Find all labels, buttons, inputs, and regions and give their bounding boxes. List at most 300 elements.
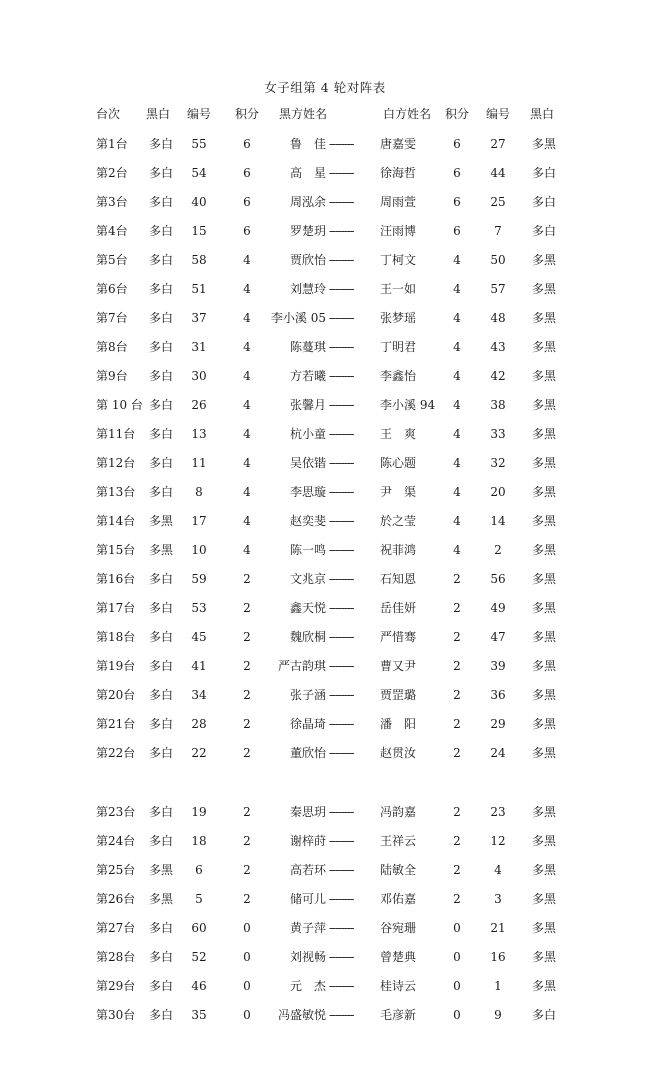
white-color-pref: 多黑 [532,311,557,325]
table-row [0,453,650,473]
white-player-name: 於之莹 [380,514,417,528]
white-score: 4 [453,456,461,470]
black-number: 35 [191,1008,207,1022]
white-number: 2 [494,543,502,557]
table-number: 第13台 [96,485,136,499]
black-color-pref: 多白 [149,688,174,702]
black-number: 51 [191,282,207,296]
white-player-name: 赵贯汝 [380,746,417,760]
header-white: 白方姓名 [382,107,431,121]
white-number: 20 [490,485,506,499]
white-score: 2 [453,717,461,731]
black-score: 2 [243,717,251,731]
white-player-name: 丁明君 [380,340,417,354]
white-number: 29 [490,717,506,731]
black-score: 0 [243,1008,251,1022]
table-header [0,104,650,124]
header-num2: 编号 [485,107,510,121]
black-number: 58 [191,253,207,267]
table-row [0,395,650,415]
white-score: 4 [453,253,461,267]
black-number: 30 [191,369,207,383]
black-color-pref: 多白 [149,717,174,731]
black-player-name: 魏欣桐 [289,630,326,644]
black-player-name: 徐晶琦 [289,717,326,731]
black-player-name: 刘视畅 [289,950,326,964]
versus-dashes: -------- [329,195,354,209]
table-number: 第30台 [96,1008,136,1022]
versus-dashes: -------- [329,834,354,848]
black-score: 2 [243,746,251,760]
black-color-pref: 多白 [149,601,174,615]
black-player-name: 谢梓莳 [289,834,326,848]
header-num1: 编号 [186,107,211,121]
white-number: 48 [490,311,506,325]
table-number: 第 10 台 [96,398,143,412]
table-number: 第8台 [96,340,128,354]
black-score: 2 [243,630,251,644]
white-score: 6 [453,195,461,209]
versus-dashes: -------- [329,398,354,412]
black-player-name: 秦思玥 [289,805,326,819]
black-color-pref: 多白 [149,137,174,151]
black-number: 41 [191,659,207,673]
white-score: 2 [453,746,461,760]
table-row [0,947,650,967]
versus-dashes: -------- [329,311,354,325]
versus-dashes: -------- [329,659,354,673]
black-player-name: 刘慧玲 [289,282,326,296]
black-color-pref: 多白 [149,166,174,180]
white-score: 0 [453,979,461,993]
white-number: 3 [494,892,502,906]
table-row [0,1005,650,1025]
white-score: 2 [453,601,461,615]
white-player-name: 谷宛珊 [380,921,417,935]
black-player-name: 文兆京 [289,572,326,586]
header-color2: 黑白 [530,107,555,121]
header-color1: 黑白 [146,107,171,121]
black-color-pref: 多黑 [149,863,174,877]
black-number: 10 [191,543,207,557]
black-player-name: 严古韵琪 [277,659,326,673]
black-number: 8 [195,485,203,499]
black-score: 4 [243,543,251,557]
white-player-name: 徐海哲 [380,166,417,180]
table-number: 第26台 [96,892,136,906]
black-player-name: 吴依锴 [289,456,326,470]
white-player-name: 石知恩 [380,572,417,586]
black-player-name: 元 杰 [289,979,326,993]
white-color-pref: 多黑 [532,979,557,993]
white-player-name: 尹 渠 [380,485,417,499]
table-number: 第25台 [96,863,136,877]
white-color-pref: 多黑 [532,659,557,673]
table-number: 第18台 [96,630,136,644]
black-color-pref: 多白 [149,834,174,848]
black-number: 37 [191,311,207,325]
black-score: 2 [243,834,251,848]
white-number: 23 [490,805,506,819]
black-color-pref: 多白 [149,427,174,441]
black-number: 15 [191,224,207,238]
versus-dashes: -------- [329,746,354,760]
versus-dashes: -------- [329,282,354,296]
white-player-name: 王祥云 [380,834,417,848]
white-player-name: 陈心题 [380,456,417,470]
versus-dashes: -------- [329,137,354,151]
versus-dashes: -------- [329,630,354,644]
white-number: 21 [490,921,506,935]
white-color-pref: 多黑 [532,398,557,412]
white-score: 2 [453,572,461,586]
table-number: 第24台 [96,834,136,848]
white-color-pref: 多白 [532,195,557,209]
white-color-pref: 多黑 [532,137,557,151]
white-score: 6 [453,137,461,151]
table-row [0,598,650,618]
table-number: 第17台 [96,601,136,615]
table-row [0,424,650,444]
white-number: 4 [494,863,502,877]
black-color-pref: 多白 [149,979,174,993]
white-color-pref: 多黑 [532,543,557,557]
black-player-name: 冯盛敏悦 [277,1008,326,1022]
white-number: 16 [490,950,506,964]
white-color-pref: 多黑 [532,805,557,819]
white-score: 6 [453,166,461,180]
white-color-pref: 多白 [532,224,557,238]
versus-dashes: -------- [329,369,354,383]
black-score: 4 [243,427,251,441]
black-player-name: 张子涵 [289,688,326,702]
black-number: 11 [191,456,207,470]
white-number: 14 [490,514,506,528]
table-row [0,221,650,241]
white-score: 4 [453,543,461,557]
white-player-name: 丁柯文 [380,253,417,267]
white-number: 49 [490,601,506,615]
header-score1: 积分 [234,107,259,121]
white-player-name: 祝菲鸿 [380,543,417,557]
table-row [0,511,650,531]
white-score: 2 [453,863,461,877]
versus-dashes: -------- [329,805,354,819]
black-score: 6 [243,195,251,209]
table-number: 第22台 [96,746,136,760]
white-score: 4 [453,369,461,383]
white-color-pref: 多黑 [532,746,557,760]
black-player-name: 高若环 [289,863,326,877]
white-color-pref: 多黑 [532,863,557,877]
white-player-name: 周雨萱 [380,195,417,209]
table-row [0,337,650,357]
black-score: 2 [243,863,251,877]
black-score: 4 [243,514,251,528]
white-color-pref: 多黑 [532,340,557,354]
white-color-pref: 多黑 [532,601,557,615]
black-player-name: 赵奕斐 [289,514,326,528]
black-player-name: 李思璇 [289,485,326,499]
table-number: 第5台 [96,253,128,267]
black-score: 4 [243,398,251,412]
white-number: 32 [490,456,506,470]
black-color-pref: 多白 [149,572,174,586]
white-color-pref: 多白 [532,1008,557,1022]
header-black: 黑方姓名 [278,107,327,121]
black-number: 26 [191,398,207,412]
white-score: 0 [453,921,461,935]
table-number: 第6台 [96,282,128,296]
black-player-name: 陈一鸣 [289,543,326,557]
white-score: 4 [453,398,461,412]
white-number: 44 [490,166,506,180]
table-number: 第15台 [96,543,136,557]
table-number: 第2台 [96,166,128,180]
black-color-pref: 多黑 [149,892,174,906]
table-number: 第29台 [96,979,136,993]
black-player-name: 董欣怡 [289,746,326,760]
white-number: 1 [494,979,502,993]
table-row [0,802,650,822]
black-number: 54 [191,166,207,180]
table-row [0,540,650,560]
table-number: 第9台 [96,369,128,383]
black-number: 46 [191,979,207,993]
table-row [0,656,650,676]
black-color-pref: 多白 [149,921,174,935]
black-color-pref: 多白 [149,195,174,209]
table-row [0,134,650,154]
black-score: 4 [243,485,251,499]
white-player-name: 冯韵嘉 [380,805,417,819]
black-color-pref: 多黑 [149,543,174,557]
black-player-name: 杭小童 [289,427,326,441]
black-color-pref: 多白 [149,805,174,819]
black-score: 2 [243,601,251,615]
versus-dashes: -------- [329,892,354,906]
black-color-pref: 多白 [149,950,174,964]
black-player-name: 陈蔓琪 [289,340,326,354]
black-player-name: 鲁 佳 [289,137,326,151]
black-player-name: 高 星 [289,166,326,180]
black-number: 40 [191,195,207,209]
white-color-pref: 多黑 [532,282,557,296]
versus-dashes: -------- [329,863,354,877]
black-color-pref: 多白 [149,398,174,412]
black-color-pref: 多白 [149,369,174,383]
table-row [0,743,650,763]
white-score: 2 [453,892,461,906]
white-score: 2 [453,834,461,848]
white-color-pref: 多黑 [532,572,557,586]
table-row [0,308,650,328]
white-color-pref: 多黑 [532,950,557,964]
white-number: 50 [490,253,506,267]
versus-dashes: -------- [329,224,354,238]
black-score: 2 [243,659,251,673]
table-number: 第4台 [96,224,128,238]
white-player-name: 岳佳妍 [380,601,417,615]
white-number: 42 [490,369,506,383]
white-color-pref: 多黑 [532,688,557,702]
white-color-pref: 多黑 [532,253,557,267]
white-score: 4 [453,514,461,528]
versus-dashes: -------- [329,717,354,731]
table-row [0,976,650,996]
page-title: 女子组第 4 轮对阵表 [264,80,386,95]
versus-dashes: -------- [329,166,354,180]
black-player-name: 贾欣怡 [289,253,326,267]
black-score: 4 [243,340,251,354]
table-number: 第12台 [96,456,136,470]
table-number: 第16台 [96,572,136,586]
white-number: 39 [490,659,506,673]
white-player-name: 邓佑嘉 [380,892,417,906]
white-player-name: 王 爽 [380,427,417,441]
black-score: 6 [243,224,251,238]
versus-dashes: -------- [329,950,354,964]
white-color-pref: 多白 [532,166,557,180]
white-color-pref: 多黑 [532,427,557,441]
table-row [0,250,650,270]
white-player-name: 曾楚典 [380,950,417,964]
versus-dashes: -------- [329,340,354,354]
table-number: 第19台 [96,659,136,673]
black-score: 4 [243,311,251,325]
versus-dashes: -------- [329,688,354,702]
black-score: 4 [243,369,251,383]
table-row [0,685,650,705]
versus-dashes: -------- [329,1008,354,1022]
black-number: 17 [191,514,207,528]
table-number: 第28台 [96,950,136,964]
table-row [0,192,650,212]
black-score: 4 [243,253,251,267]
versus-dashes: -------- [329,456,354,470]
black-player-name: 李小溪 05 [270,311,326,325]
white-score: 2 [453,805,461,819]
black-number: 18 [191,834,207,848]
white-score: 2 [453,659,461,673]
white-score: 6 [453,224,461,238]
white-player-name: 潘 阳 [380,717,417,731]
table-row [0,569,650,589]
black-score: 0 [243,979,251,993]
table-row [0,831,650,851]
white-number: 33 [490,427,506,441]
table-row [0,163,650,183]
white-color-pref: 多黑 [532,892,557,906]
table-row [0,279,650,299]
white-score: 4 [453,311,461,325]
black-number: 59 [191,572,207,586]
white-score: 4 [453,427,461,441]
black-score: 0 [243,921,251,935]
black-player-name: 储可儿 [289,892,326,906]
table-row [0,714,650,734]
white-player-name: 汪雨博 [380,224,417,238]
white-score: 2 [453,630,461,644]
black-color-pref: 多白 [149,253,174,267]
black-score: 0 [243,950,251,964]
white-score: 0 [453,1008,461,1022]
table-number: 第21台 [96,717,136,731]
black-number: 5 [195,892,203,906]
black-score: 6 [243,166,251,180]
versus-dashes: -------- [329,253,354,267]
black-color-pref: 多白 [149,311,174,325]
black-color-pref: 多白 [149,224,174,238]
black-score: 2 [243,572,251,586]
black-score: 4 [243,282,251,296]
black-player-name: 周泓余 [289,195,326,209]
white-number: 24 [490,746,506,760]
white-number: 7 [494,224,502,238]
black-player-name: 罗楚玥 [289,224,326,238]
black-number: 53 [191,601,207,615]
black-number: 52 [191,950,207,964]
versus-dashes: -------- [329,979,354,993]
versus-dashes: -------- [329,601,354,615]
black-player-name: 鑫天悦 [289,601,326,615]
black-score: 6 [243,137,251,151]
table-row [0,918,650,938]
white-number: 36 [490,688,506,702]
table-row [0,860,650,880]
white-number: 56 [490,572,506,586]
black-number: 6 [195,863,203,877]
white-color-pref: 多黑 [532,456,557,470]
table-number: 第20台 [96,688,136,702]
white-player-name: 李小溪 94 [380,398,436,412]
white-color-pref: 多黑 [532,717,557,731]
white-color-pref: 多黑 [532,921,557,935]
black-score: 2 [243,892,251,906]
header-score2: 积分 [444,107,469,121]
black-score: 2 [243,688,251,702]
versus-dashes: -------- [329,427,354,441]
black-player-name: 黄子萍 [289,921,326,935]
white-score: 0 [453,950,461,964]
table-row [0,482,650,502]
white-player-name: 贾罡璐 [380,688,417,702]
white-player-name: 桂诗云 [380,979,417,993]
white-number: 12 [490,834,506,848]
white-number: 27 [490,137,506,151]
white-player-name: 张梦瑶 [380,311,417,325]
header-table: 台次 [96,107,121,121]
black-player-name: 张馨月 [289,398,326,412]
white-number: 38 [490,398,506,412]
white-number: 47 [490,630,506,644]
white-player-name: 曹又尹 [380,659,417,673]
white-score: 4 [453,282,461,296]
black-player-name: 方若曦 [289,369,326,383]
black-color-pref: 多白 [149,630,174,644]
black-number: 31 [191,340,207,354]
white-number: 25 [490,195,506,209]
white-player-name: 李鑫怡 [380,369,417,383]
black-color-pref: 多白 [149,456,174,470]
white-color-pref: 多黑 [532,834,557,848]
black-color-pref: 多白 [149,282,174,296]
black-color-pref: 多黑 [149,514,174,528]
white-score: 4 [453,485,461,499]
table-number: 第1台 [96,137,128,151]
white-color-pref: 多黑 [532,514,557,528]
black-number: 55 [191,137,207,151]
